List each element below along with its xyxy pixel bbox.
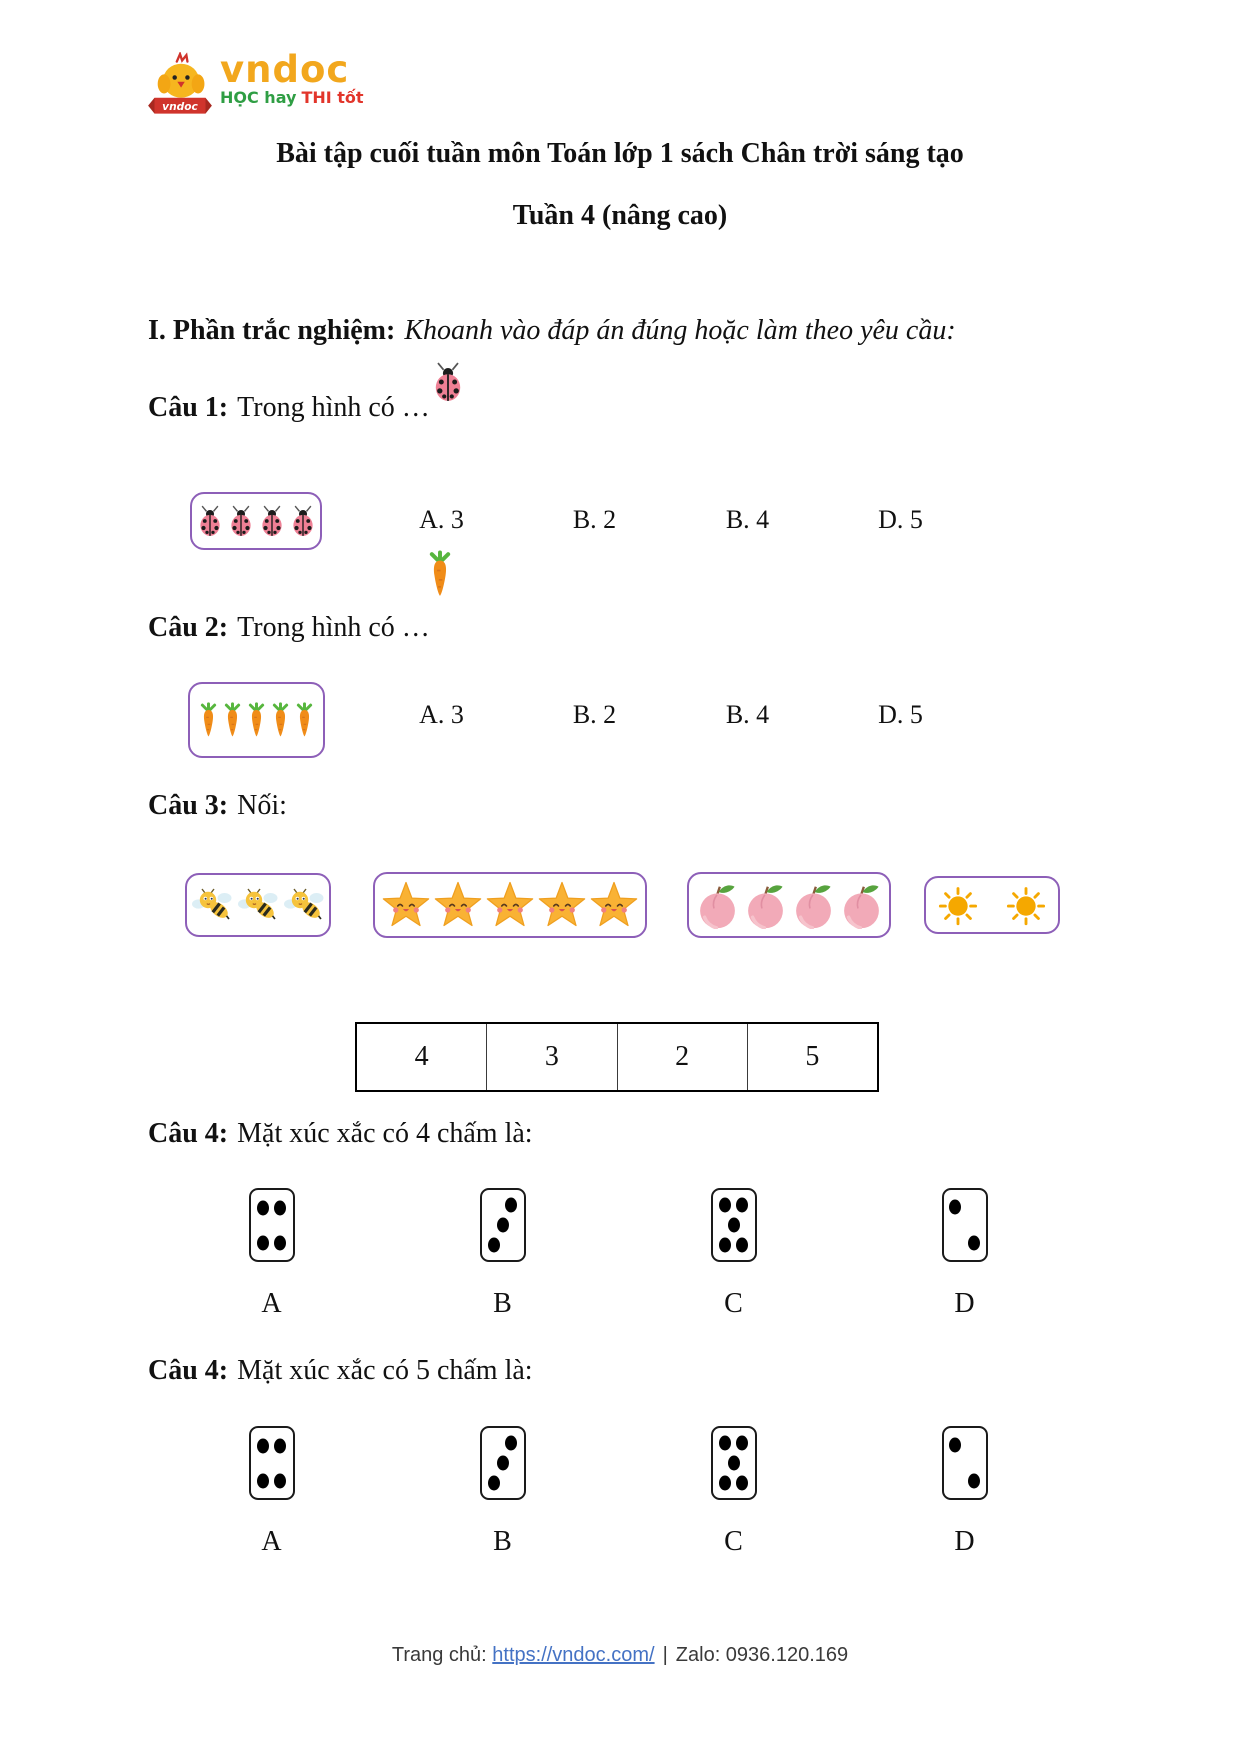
choice-label-d[interactable]: D: [954, 1288, 975, 1319]
stars-box[interactable]: [373, 872, 647, 938]
ladybug-icon: [227, 505, 255, 537]
section-label: I. Phần trắc nghiệm:: [148, 315, 396, 346]
bee-icon: [283, 887, 325, 923]
carrot-icon: [270, 690, 291, 750]
bees-box[interactable]: [185, 873, 331, 937]
homepage-link[interactable]: https://vndoc.com/: [492, 1644, 655, 1666]
question-1-options: [365, 505, 977, 535]
choice-label-c[interactable]: C: [724, 1288, 743, 1319]
question-4a-label: Câu 4:: [148, 1118, 229, 1149]
die-pip: [488, 1475, 500, 1490]
die-pip: [736, 1198, 748, 1213]
matching-boxes-row: [185, 872, 1060, 938]
die-choice-a[interactable]: [249, 1426, 295, 1500]
dice-labels-2: [156, 1526, 1080, 1558]
choice-label-a[interactable]: A: [261, 1288, 282, 1319]
star-icon: [433, 880, 483, 930]
carrot-icon: [246, 690, 267, 750]
star-icon: [537, 880, 587, 930]
die-choice-c[interactable]: [711, 1426, 757, 1500]
question-1-label: Câu 1:: [148, 392, 229, 423]
table-cell[interactable]: 4: [414, 1041, 429, 1072]
carrot-icon: [222, 690, 243, 750]
die-pip: [274, 1474, 286, 1489]
sun-icon: [936, 883, 980, 927]
peach-icon: [790, 882, 837, 929]
bee-icon: [237, 887, 279, 923]
die-pip: [719, 1475, 731, 1490]
choice-label-a[interactable]: A: [261, 1526, 282, 1557]
die-pip: [949, 1437, 961, 1452]
choice-label-b[interactable]: B: [493, 1526, 512, 1557]
die-choice-d[interactable]: [942, 1426, 988, 1500]
ladybug-icon: [196, 505, 224, 537]
question-1-line: [148, 392, 430, 424]
die-pip: [736, 1475, 748, 1490]
die-choice-c[interactable]: [711, 1188, 757, 1262]
ladybug-count-box: [190, 492, 322, 550]
option-d[interactable]: D. 5: [878, 505, 923, 534]
vndoc-logo: [146, 48, 364, 120]
peach-icon: [742, 882, 789, 929]
die-pip: [257, 1236, 269, 1251]
footer-zalo: Zalo: 0936.120.169: [675, 1644, 849, 1666]
die-choice-d[interactable]: [942, 1188, 988, 1262]
question-3-line: [148, 790, 287, 822]
chick-mascot-icon: [146, 52, 214, 120]
die-choice-b[interactable]: [480, 1426, 526, 1500]
question-2-line: [148, 612, 430, 644]
number-table: [355, 1022, 879, 1092]
ladybug-icon: [258, 505, 286, 537]
die-pip: [949, 1199, 961, 1214]
ladybug-icon: [430, 362, 466, 402]
die-pip: [274, 1438, 286, 1453]
die-pip: [497, 1218, 509, 1233]
choice-label-b[interactable]: B: [493, 1288, 512, 1319]
question-2-label: Câu 2:: [148, 612, 229, 643]
star-icon: [589, 880, 639, 930]
peach-icon: [694, 882, 741, 929]
die-choice-a[interactable]: [249, 1188, 295, 1262]
option-a[interactable]: A. 3: [419, 505, 464, 534]
section-instruction: Khoanh vào đáp án đúng hoặc làm theo yêu cầu:: [404, 315, 956, 346]
question-4a-text: Mặt xúc xắc có 4 chấm là:: [237, 1118, 533, 1149]
footer-separator: |: [662, 1644, 668, 1666]
brand-text: vndoc: [220, 48, 350, 91]
carrot-icon: [426, 540, 454, 608]
dice-row-2: [156, 1426, 1080, 1500]
option-b[interactable]: B. 2: [572, 700, 617, 729]
page-footer: [0, 1644, 1240, 1667]
suns-box[interactable]: [924, 876, 1060, 934]
sun-icon: [1004, 883, 1048, 927]
choice-label-d[interactable]: D: [954, 1526, 975, 1557]
logo-tagline: [220, 88, 364, 108]
table-cell[interactable]: 5: [747, 1024, 877, 1090]
page-subtitle: Tuần 4 (nâng cao): [512, 200, 728, 231]
table-cell[interactable]: 2: [617, 1024, 747, 1090]
die-pip: [728, 1218, 740, 1233]
option-b[interactable]: B. 2: [572, 505, 617, 534]
die-pip: [488, 1237, 500, 1252]
dice-row-1: [156, 1188, 1080, 1262]
die-choice-b[interactable]: [480, 1188, 526, 1262]
die-pip: [719, 1198, 731, 1213]
question-3-text: Nối:: [237, 790, 287, 821]
question-4b-line: [148, 1355, 533, 1387]
die-pip: [719, 1436, 731, 1451]
question-4a-line: [148, 1118, 533, 1150]
question-2-options: [365, 700, 977, 730]
question-4b-text: Mặt xúc xắc có 5 chấm là:: [237, 1355, 533, 1386]
question-2-text: Trong hình có …: [237, 612, 430, 643]
carrot-count-box: [188, 682, 325, 758]
die-pip: [497, 1456, 509, 1471]
option-a[interactable]: A. 3: [419, 700, 464, 729]
die-pip: [719, 1237, 731, 1252]
question-3-label: Câu 3:: [148, 790, 229, 821]
star-icon: [381, 880, 431, 930]
die-pip: [257, 1474, 269, 1489]
question-1-text: Trong hình có …: [237, 392, 430, 423]
dice-labels-1: [156, 1288, 1080, 1320]
footer-prefix: Trang chủ:: [391, 1644, 487, 1666]
die-pip: [968, 1236, 980, 1251]
peaches-box[interactable]: [687, 872, 891, 938]
tagline-red: THI tốt: [301, 88, 364, 107]
die-pip: [274, 1200, 286, 1215]
die-pip: [274, 1236, 286, 1251]
peach-icon: [838, 882, 885, 929]
choice-label-c[interactable]: C: [724, 1526, 743, 1557]
table-cell[interactable]: 3: [486, 1024, 616, 1090]
option-c[interactable]: B. 4: [725, 700, 770, 729]
question-4b-label: Câu 4:: [148, 1355, 229, 1386]
die-pip: [736, 1436, 748, 1451]
ladybug-icon: [289, 505, 317, 537]
die-pip: [505, 1436, 517, 1451]
carrot-icon: [198, 690, 219, 750]
svg-text:vndoc: vndoc: [162, 99, 198, 113]
page-title: Bài tập cuối tuần môn Toán lớp 1 sách Chân trời sáng tạo: [276, 138, 964, 169]
die-pip: [505, 1198, 517, 1213]
die-pip: [257, 1200, 269, 1215]
die-pip: [728, 1456, 740, 1471]
option-c[interactable]: B. 4: [725, 505, 770, 534]
die-pip: [257, 1438, 269, 1453]
die-pip: [968, 1474, 980, 1489]
section-heading: [148, 315, 956, 347]
star-icon: [485, 880, 535, 930]
tagline-green: HỌC hay: [220, 88, 297, 107]
bee-icon: [191, 887, 233, 923]
option-d[interactable]: D. 5: [878, 700, 923, 729]
die-pip: [736, 1237, 748, 1252]
carrot-icon: [294, 690, 315, 750]
logo-text: [220, 48, 364, 108]
